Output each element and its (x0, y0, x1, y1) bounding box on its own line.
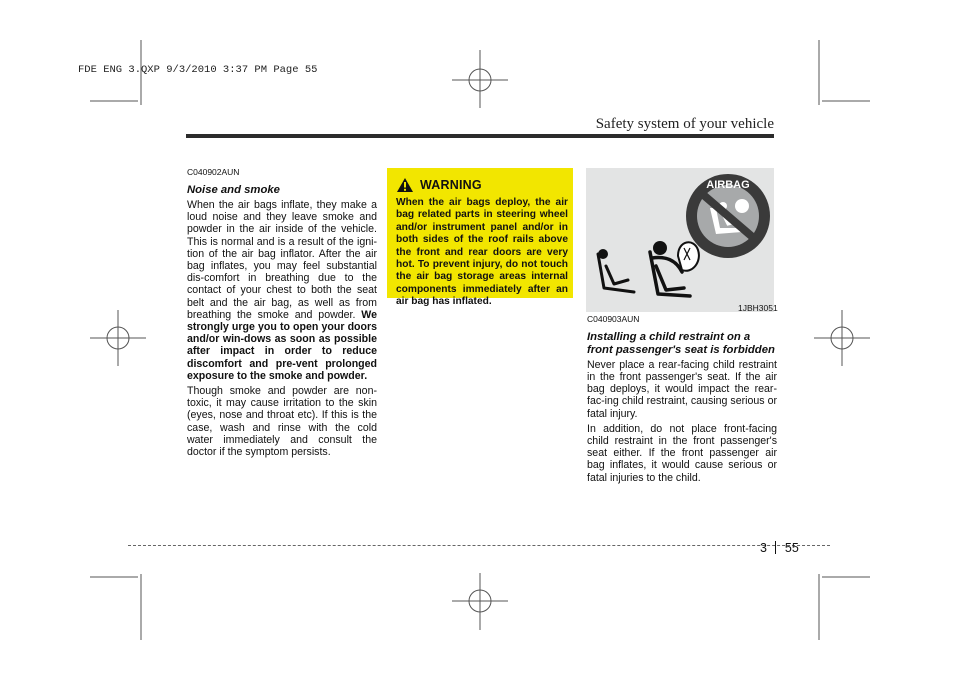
registration-mark-right (814, 310, 870, 366)
paragraph: In addition, do not place front-facing child restraint in the front passenger's seat either. If the front passenger air bag inflates, it would cause serious or fatal injuries to the child. (587, 422, 777, 484)
page-number-divider (775, 541, 776, 554)
front-passenger-head-icon (653, 241, 667, 255)
registration-mark-left (90, 310, 146, 366)
no-child-seat-airbag-icon (686, 174, 770, 258)
warning-body: When the air bags deploy, the air bag related parts in steering wheel and/or instrument panel and/or in both sides of the roof rails above the front and rear doors are very hot. To prevent injury, do not touch the air bag storage areas internal components immediately after an air bag has inflated. (396, 197, 568, 308)
paragraph: Never place a rear-facing child restraint in the front passenger's seat. If the air bag deploys, it would impact the rear-fac-ing child restraint, causing serious or fatal injury. (587, 358, 777, 420)
warning-header (396, 175, 568, 195)
page-number-value: 55 (784, 541, 799, 555)
section-code: C040903AUN (587, 314, 640, 324)
section-code: C040902AUN (187, 167, 240, 177)
emphasis-text: We strongly urge you to open your doors and/or win-dows as soon as possible after impact in order to reduce discomfort and pre-vent prolonged exposure to the smoke and powder. (187, 308, 377, 382)
warning-triangle-icon (396, 177, 414, 193)
paragraph-text: When the air bags inflate, they make a loud noise and they leave smoke and powder in the air inside of the vehicle. This is normal and is a result of the igni-tion of the air bag inflator. After the air bag inflates, you may feel substantial dis-comfort in breathing due to the contact of your chest to both the seat belt and the air bag, as well as from breathing the smoke and powder. (187, 199, 377, 321)
paragraph: Though smoke and powder are non-toxic, it may cause irritation to the skin (eyes, nose and throat etc). If this is the case, wash and rinse with the cold water immediately and consult the doctor if the symptom persists. (187, 385, 377, 459)
figure-code: 1JBH3051 (738, 303, 778, 313)
warning-title: WARNING (420, 178, 482, 192)
rear-passenger-icon (598, 254, 634, 292)
section-title: Safety system of your vehicle (595, 116, 774, 132)
section-heading: Noise and smoke (187, 184, 280, 197)
footer-dashed-rule (128, 545, 830, 546)
page-number (760, 541, 799, 555)
print-slug: FDE ENG 3.QXP 9/3/2010 3:37 PM Page 55 (78, 64, 318, 76)
section-heading: Installing a child restraint on a front passenger's seat is forbidden (587, 331, 775, 356)
registration-mark-top (452, 50, 508, 108)
airbag-child-seat-figure (586, 168, 774, 312)
rear-passenger-head-icon (598, 249, 608, 259)
paragraph (187, 199, 377, 382)
airbag-label: AIRBAG (706, 179, 750, 191)
warning-box (387, 168, 573, 308)
registration-mark-bottom (452, 573, 508, 630)
column-noise-and-smoke (187, 166, 377, 461)
figure-illustration (586, 168, 774, 312)
header-rule (186, 134, 774, 138)
column-child-restraint (587, 313, 777, 487)
chapter-number: 3 (760, 541, 767, 555)
